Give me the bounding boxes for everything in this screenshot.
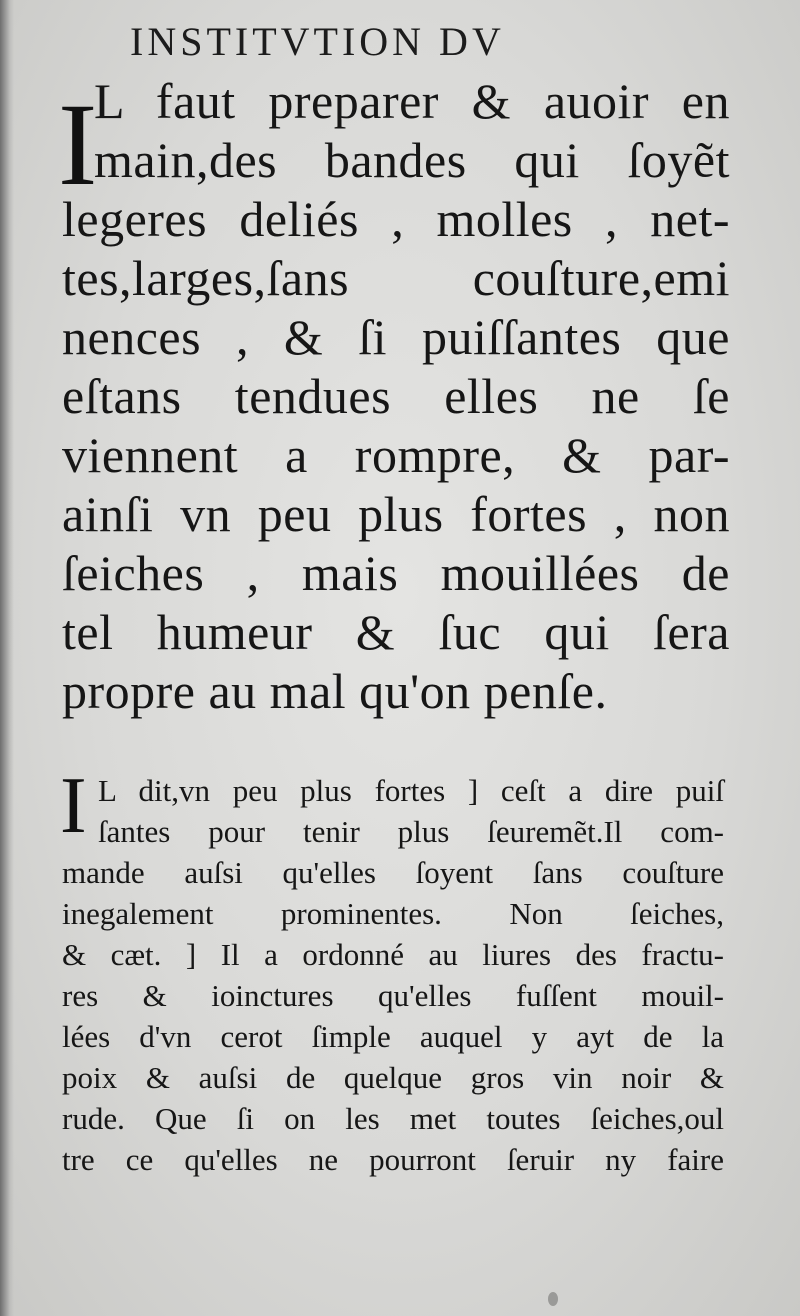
main-line: viennent a rompre, & par-: [62, 427, 730, 483]
main-line: nences , & ſi puiſſantes que: [62, 309, 730, 365]
main-line: tes,larges,ſans couſture,emi: [62, 250, 730, 306]
commentary-line: poix & auſsi de quelque gros vin noir &: [62, 1060, 724, 1095]
main-line: L faut preparer & auoir en: [94, 73, 730, 129]
running-header: INSTITVTION DV: [130, 19, 505, 64]
commentary-line: res & ioinctures qu'elles fuſſent mouil-: [62, 978, 724, 1013]
main-line: ainſi vn peu plus fortes , non: [62, 486, 730, 542]
main-line: main,des bandes qui ſoyẽt: [94, 132, 730, 188]
commentary-line: tre ce qu'elles ne pourront ſeruir ny faire: [62, 1142, 724, 1177]
main-line: ſeiches , mais mouillées de: [62, 545, 730, 601]
commentary-line: mande auſsi qu'elles ſoyent ſans couſture: [62, 855, 724, 890]
main-line: tel humeur & ſuc qui ſera: [62, 604, 730, 660]
ink-speck: [548, 1292, 558, 1306]
commentary-text-block: [60, 762, 762, 1180]
main-text-block: [62, 72, 782, 721]
page-gutter-shadow: [0, 0, 14, 1316]
commentary-line: lées d'vn cerot ſimple auquel y ayt de la: [62, 1019, 724, 1054]
main-line: legeres deliés , molles , net-: [62, 191, 730, 247]
main-drop-capital: I: [58, 79, 98, 210]
main-line: eſtans tendues elles ne ſe: [62, 368, 730, 424]
commentary-line: & cæt. ] Il a ordonné au liures des fractu-: [62, 937, 724, 972]
commentary-line: L dit,vn peu plus fortes ] ceſt a dire puiſ: [98, 773, 724, 808]
commentary-line: rude. Que ſi on les met toutes ſeiches,oul: [62, 1101, 724, 1136]
commentary-drop-capital: I: [60, 762, 87, 850]
main-line: propre au mal qu'on penſe.: [62, 663, 608, 719]
commentary-line: ſantes pour tenir plus ſeuremẽt.Il com-: [98, 814, 724, 849]
commentary-line: inegalement prominentes. Non ſeiches,: [62, 896, 724, 931]
